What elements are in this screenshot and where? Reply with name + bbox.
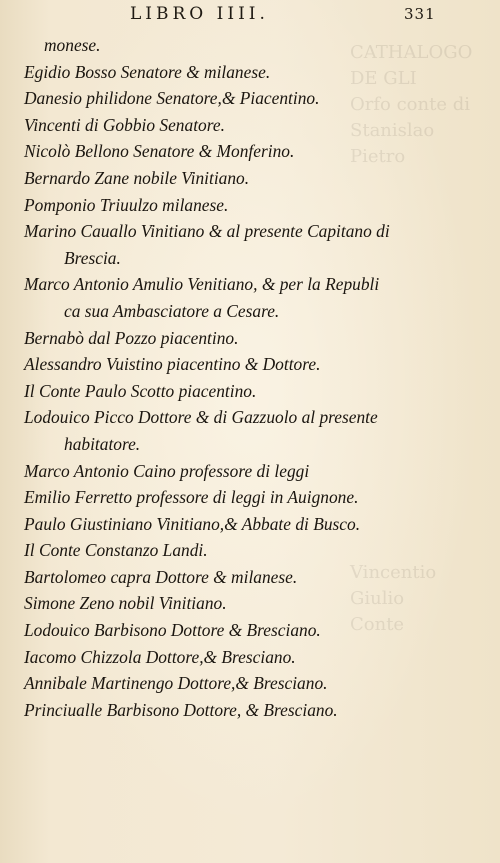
list-line-continuation: Brescia.: [64, 247, 121, 268]
list-line: Il Conte Constanzo Landi.: [24, 540, 208, 561]
list-line: Il Conte Paulo Scotto piacentino.: [24, 380, 257, 401]
list-line: Vincenti di Gobbio Senatore.: [24, 114, 225, 135]
list-line: Marco Antonio Caino professore di leggi: [24, 460, 310, 481]
list-line: Paulo Giustiniano Vinitiano,& Abbate di Busco.: [24, 513, 361, 534]
show-through-text-lower: Vincentio Giulio Conte: [350, 562, 437, 635]
list-line: Egidio Bosso Senatore & milanese.: [24, 61, 271, 82]
list-line: Lodouico Barbisono Dottore & Bresciano.: [24, 620, 321, 641]
list-line: Iacomo Chizzola Dottore,& Bresciano.: [24, 646, 296, 667]
list-line: Bartolomeo capra Dottore & milanese.: [24, 566, 298, 587]
list-line: Lodouico Picco Dottore & di Gazzuolo al presente: [24, 407, 378, 428]
list-line: Annibale Martinengo Dottore,& Bresciano.: [24, 673, 328, 694]
list-line: Bernabò dal Pozzo piacentino.: [24, 327, 239, 348]
list-line: Marino Cauallo Vinitiano & al presente Capitano di: [24, 221, 390, 242]
name-list: [24, 32, 464, 723]
list-line: Bernardo Zane nobile Vinitiano.: [24, 167, 250, 188]
running-head: LIBRO IIII.: [130, 4, 269, 24]
list-line-continuation: habitatore.: [64, 433, 141, 454]
list-line: Marco Antonio Amulio Venitiano, & per la Republi: [24, 274, 380, 295]
show-through-text: CATHALOGO DE GLI Orfo conte di Stanislao Pietro: [350, 42, 473, 167]
list-line: Emilio Ferretto professore di leggi in Auignone.: [24, 487, 359, 508]
list-line: Danesio philidone Senatore,& Piacentino.: [24, 88, 320, 109]
list-line: Princiualle Barbisono Dottore, & Bresciano.: [24, 699, 338, 720]
list-line: Pomponio Triuulzo milanese.: [24, 194, 229, 215]
list-line: monese.: [44, 35, 101, 55]
list-line: Alessandro Vuistino piacentino & Dottore.: [24, 354, 321, 375]
list-line-continuation: ca sua Ambasciatore a Cesare.: [64, 300, 280, 321]
list-line: Simone Zeno nobil Vinitiano.: [24, 593, 227, 614]
list-line: Nicolò Bellono Senatore & Monferino.: [24, 141, 295, 162]
page-number: 331: [404, 5, 436, 23]
